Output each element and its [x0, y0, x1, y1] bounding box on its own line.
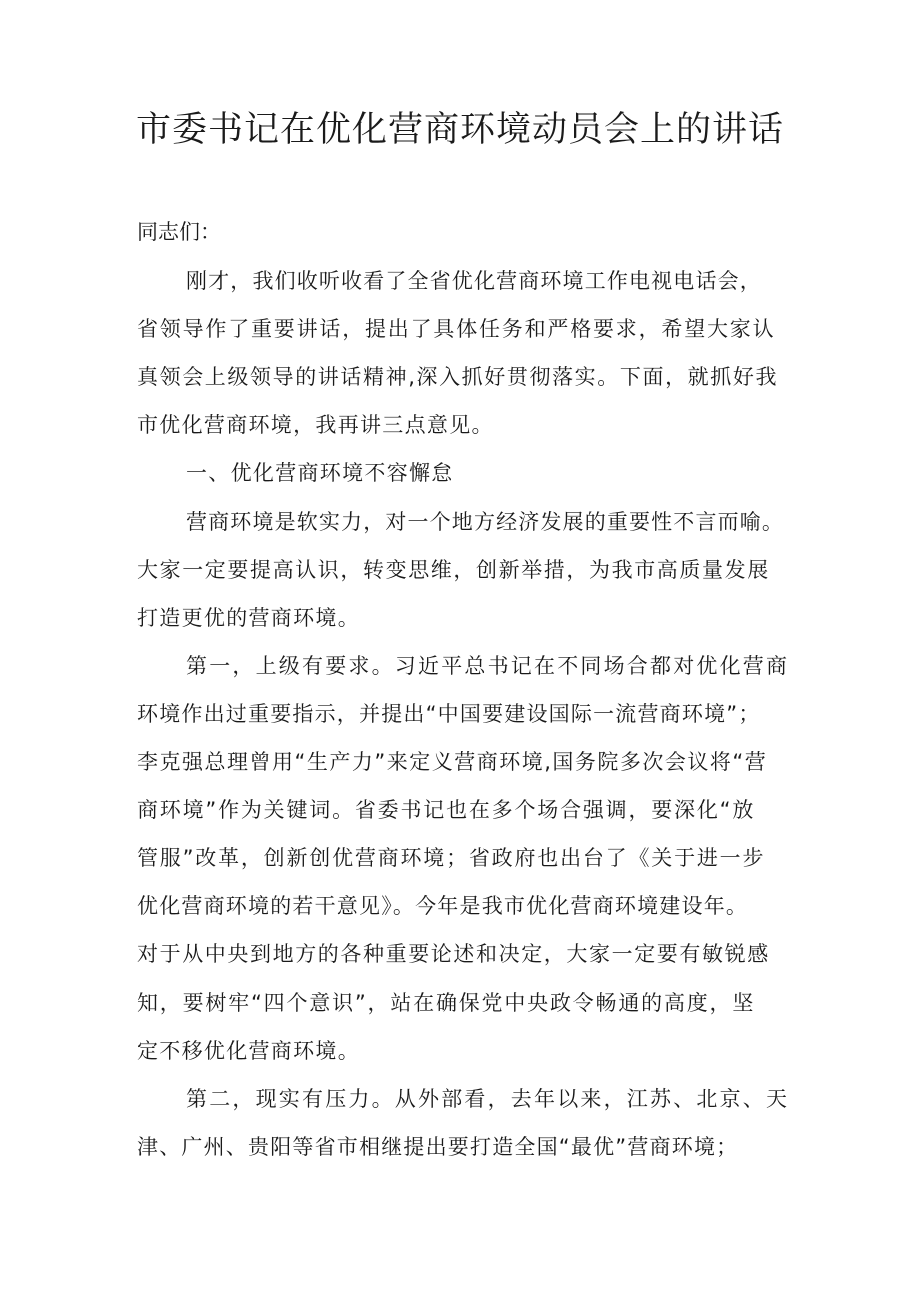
paragraph-line: 津、广州、贵阳等省市相继提出要打造全国“最优”营商环境； — [137, 1135, 739, 1159]
paragraph-line: 优化营商环境的若干意见》。今年是我市优化营商环境建设年。 — [137, 894, 749, 918]
document-title: 市委书记在优化营商环境动员会上的讲话 — [135, 110, 784, 150]
paragraph-line: 李克强总理曾用“生产力”来定义营商环境,国务院多次会议将“营 — [137, 750, 768, 774]
paragraph-line: 省领导作了重要讲话，提出了具体任务和严格要求，希望大家认 — [137, 317, 776, 341]
paragraph-line: 环境作出过重要指示，并提出“中国要建设国际一流营商环境”； — [137, 702, 761, 726]
paragraph-line: 打造更优的营商环境。 — [137, 606, 360, 630]
paragraph-line: 商环境”作为关键词。省委书记也在多个场合强调，要深化“放 — [137, 798, 756, 822]
paragraph-line: 营商环境是软实力，对一个地方经济发展的重要性不言而喻。 — [186, 510, 785, 534]
paragraph-line: 刚才，我们收听收看了全省优化营商环境工作电视电话会， — [186, 269, 762, 293]
paragraph-line: 大家一定要提高认识，转变思维，创新举措，为我市高质量发展 — [137, 558, 770, 582]
paragraph-line: 第一，上级有要求。习近平总书记在不同场合都对优化营商 — [186, 654, 790, 678]
paragraph-line: 定不移优化营商环境。 — [137, 1039, 360, 1063]
paragraph-line: 第二，现实有压力。从外部看，去年以来，江苏、北京、天 — [186, 1087, 790, 1111]
section-heading: 一、优化营商环境不容懈怠 — [186, 461, 454, 485]
paragraph-line: 管服”改革，创新创优营商环境；省政府也出台了《关于进一步 — [137, 846, 766, 870]
paragraph-line: 对于从中央到地方的各种重要论述和决定，大家一定要有敏锐感 — [137, 942, 770, 966]
paragraph-line: 知，要树牢“四个意识”，站在确保党中央政令畅通的高度，坚 — [137, 991, 756, 1015]
paragraph-line: 真领会上级领导的讲话精神,深入抓好贯彻落实。下面，就抓好我 — [137, 365, 779, 389]
paragraph-line: 市优化营商环境，我再讲三点意见。 — [137, 413, 494, 437]
salutation: 同志们： — [137, 220, 221, 244]
